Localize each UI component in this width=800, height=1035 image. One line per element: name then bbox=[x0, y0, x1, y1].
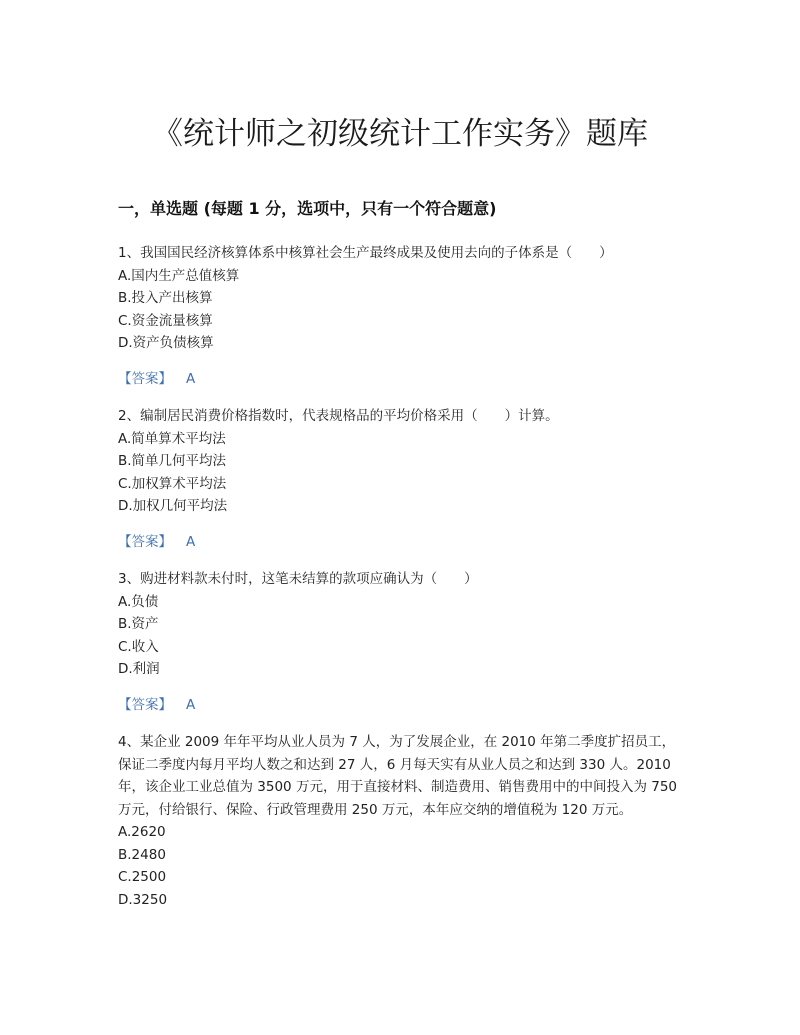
answer-line bbox=[118, 694, 688, 717]
option-d: D.资产负债核算 bbox=[118, 335, 214, 351]
option-b: B.简单几何平均法 bbox=[118, 453, 227, 469]
option-a: A.简单算术平均法 bbox=[118, 430, 226, 447]
option-c: C.资金流量核算 bbox=[118, 312, 213, 329]
answer-value: A bbox=[186, 370, 196, 387]
section-heading: 一，单选题 (每题 1 分，选项中，只有一个符合题意) bbox=[118, 199, 497, 218]
option-b: B.投入产出核算 bbox=[118, 290, 213, 306]
option-a: A.2620 bbox=[118, 824, 166, 840]
option-c: C.2500 bbox=[118, 869, 167, 885]
option-c: C.收入 bbox=[118, 638, 159, 655]
question-stem: 4、某企业 2009 年年平均从业人员为 7 人，为了发展企业，在 2010 年第二季度扩招员工，保证二季度内每月平均人数之和达到 27 人，6 月每天实有从业人员之和达到 330 人。2010 年，该企业工业总值为 3500 万元，用于直接材料、制造费用、销售费用中的中间投入为 750 万元，付给银行、保险、行政管理费用 250 万元，本年应交纳的增值税为 120 万元。 bbox=[118, 734, 677, 818]
answer-label: 【答案】 bbox=[118, 370, 172, 387]
option-d: D.利润 bbox=[118, 661, 160, 677]
question-1 bbox=[118, 242, 688, 390]
option-b: B.2480 bbox=[118, 846, 166, 863]
option-a: A.负债 bbox=[118, 593, 159, 610]
option-b: B.资产 bbox=[118, 616, 159, 632]
question-3 bbox=[118, 568, 688, 716]
answer-line bbox=[118, 531, 688, 554]
answer-line bbox=[118, 368, 688, 391]
option-c: C.加权算术平均法 bbox=[118, 475, 227, 492]
answer-value: A bbox=[186, 533, 196, 550]
option-d: D.3250 bbox=[118, 891, 168, 908]
option-d: D.加权几何平均法 bbox=[118, 498, 228, 514]
question-stem: 1、我国国民经济核算体系中核算社会生产最终成果及使用去向的子体系是（ ） bbox=[118, 245, 613, 261]
answer-label: 【答案】 bbox=[118, 533, 172, 550]
question-2 bbox=[118, 405, 688, 553]
question-4 bbox=[118, 731, 688, 911]
page-title: 《统计师之初级统计工作实务》题库 bbox=[152, 116, 648, 152]
answer-label: 【答案】 bbox=[118, 696, 172, 713]
question-stem: 2、编制居民消费价格指数时，代表规格品的平均价格采用（ ）计算。 bbox=[118, 408, 559, 424]
answer-value: A bbox=[186, 696, 196, 713]
question-stem: 3、购进材料款未付时，这笔未结算的款项应确认为（ ） bbox=[118, 571, 478, 587]
option-a: A.国内生产总值核算 bbox=[118, 267, 240, 284]
